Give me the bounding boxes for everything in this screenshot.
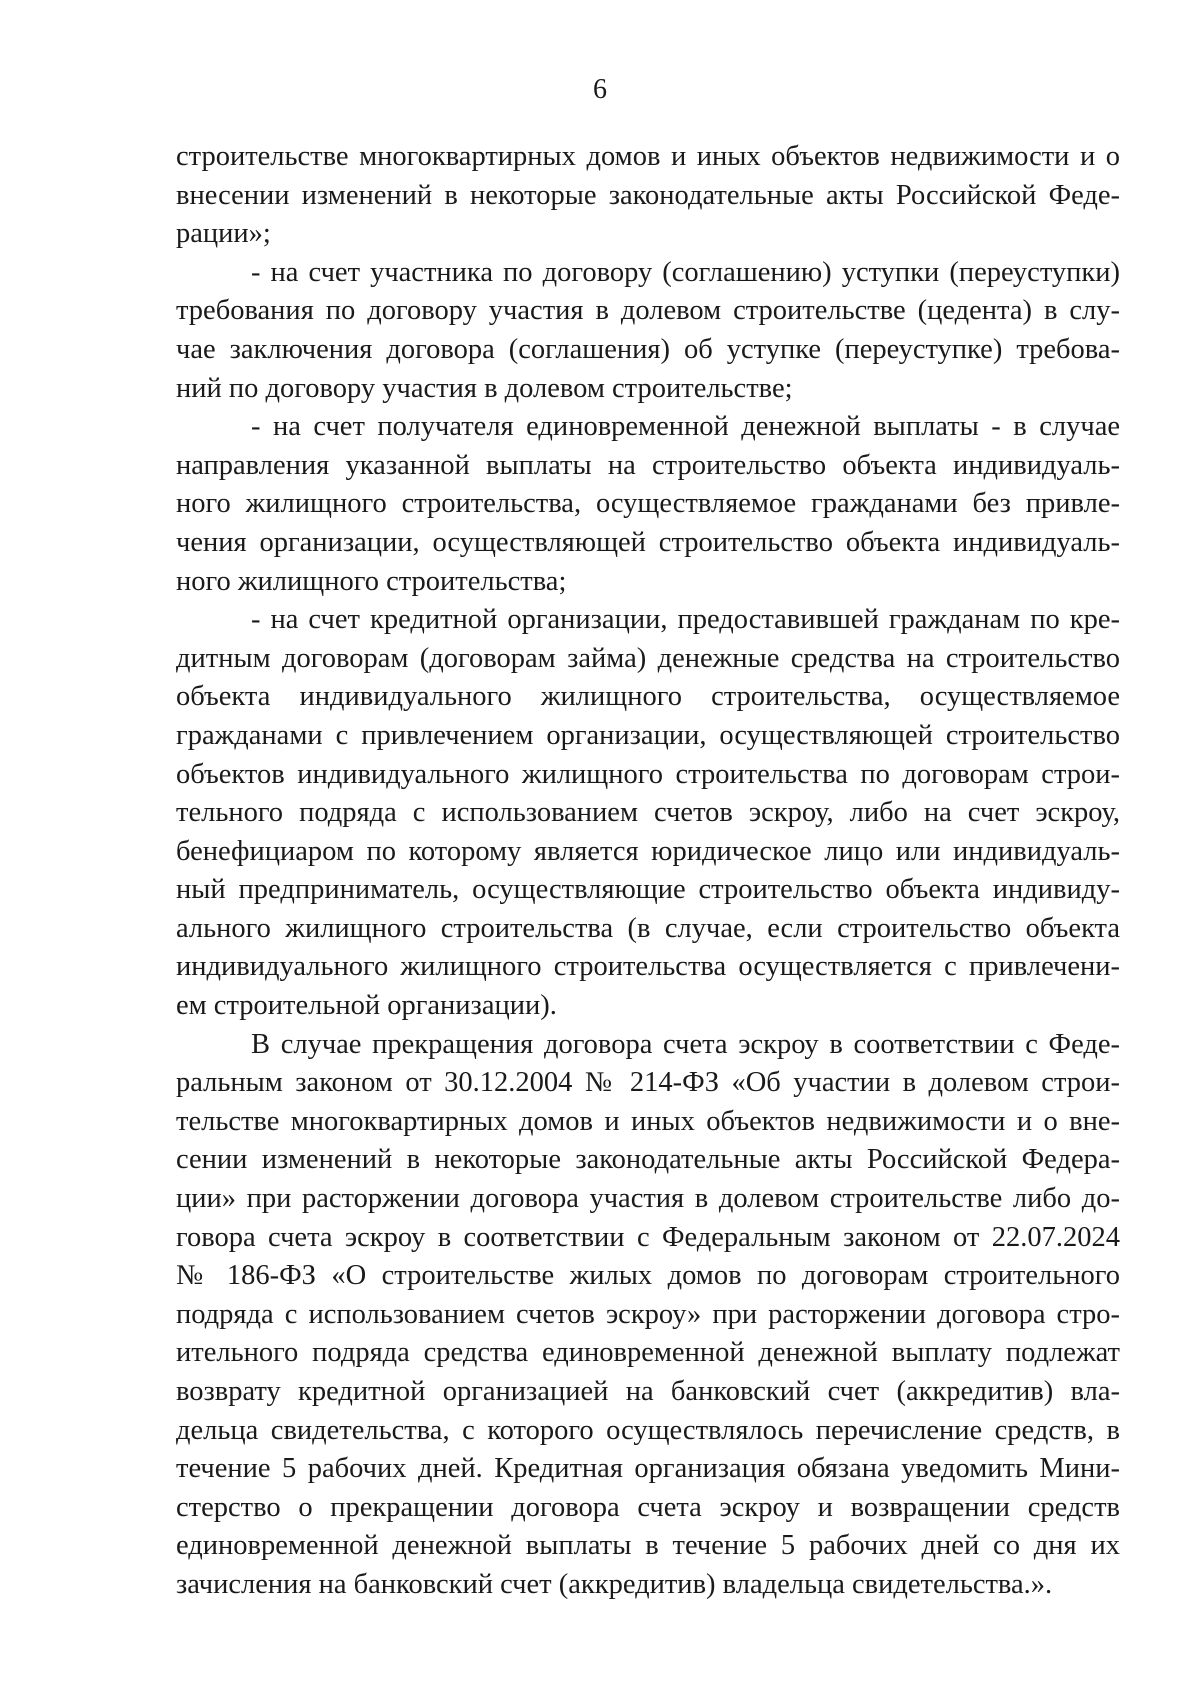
text-line: - на счет кредитной организации, предоставившей гражданам по кре- xyxy=(251,604,1120,636)
text-line: ральным законом от 30.12.2004 № 214-ФЗ «Об участии в долевом строи- xyxy=(176,1067,1120,1099)
text-line: тельного подряда с использованием счетов эскроу, либо на счет эскроу, xyxy=(176,797,1120,829)
text-line: строительстве многоквартирных домов и иных объектов недвижимости и о xyxy=(176,141,1120,172)
text-line: объектов индивидуального жилищного строительства по договорам строи- xyxy=(176,758,1120,790)
text-line: В случае прекращения договора счета эскроу в соответствии с Феде- xyxy=(251,1028,1120,1060)
text-line: чае заключения договора (соглашения) об уступке (переуступке) требова- xyxy=(176,333,1120,365)
text-line: ний по договору участия в долевом строительстве; xyxy=(176,372,793,404)
text-line: стерство о прекращении договора счета эскроу и возвращении средств xyxy=(176,1491,1120,1523)
paragraph xyxy=(176,254,1120,408)
text-line: - на счет участника по договору (соглашению) уступки (переуступки) xyxy=(251,256,1120,288)
text-line: возврату кредитной организацией на банковский счет (аккредитив) вла- xyxy=(176,1376,1120,1407)
document-body xyxy=(176,138,1120,1605)
text-line: сении изменений в некоторые законодательные акты Российской Федера- xyxy=(176,1144,1120,1176)
text-line: дельца свидетельства, с которого осуществлялось перечисление средств, в xyxy=(176,1414,1120,1446)
text-line: тельстве многоквартирных домов и иных объектов недвижимости и о вне- xyxy=(176,1105,1120,1137)
text-line: единовременной денежной выплаты в течение 5 рабочих дней со дня их xyxy=(176,1530,1120,1562)
text-line: ального жилищного строительства (в случае, если строительство объекта xyxy=(176,912,1120,944)
text-line: внесении изменений в некоторые законодательные акты Российской Феде- xyxy=(176,179,1120,211)
text-line: ции» при расторжении договора участия в долевом строительстве либо до- xyxy=(176,1183,1120,1215)
text-line: ем строительной организации). xyxy=(176,990,557,1022)
text-line: ного жилищного строительства; xyxy=(176,565,567,597)
text-line: ительного подряда средства единовременной денежной выплату подлежат xyxy=(176,1337,1120,1369)
text-line: направления указанной выплаты на строительство объекта индивидуаль- xyxy=(176,449,1120,481)
text-line: зачисления на банковский счет (аккредитив) владельца свидетельства.». xyxy=(176,1568,1053,1600)
text-line: чения организации, осуществляющей строительство объекта индивидуаль- xyxy=(176,526,1120,558)
text-line: бенефициаром по которому является юридическое лицо или индивидуаль- xyxy=(176,835,1120,867)
paragraph xyxy=(176,1026,1120,1605)
text-line: дитным договорам (договорам займа) денежные средства на строительство xyxy=(176,642,1120,674)
text-line: подряда с использованием счетов эскроу» при расторжении договора стро- xyxy=(176,1298,1120,1330)
paragraph xyxy=(176,601,1120,1026)
text-line: течение 5 рабочих дней. Кредитная организация обязана уведомить Мини- xyxy=(176,1453,1120,1485)
paragraph xyxy=(176,408,1120,601)
text-line: гражданами с привлечением организации, осуществляющей строительство xyxy=(176,719,1120,751)
text-line: говора счета эскроу в соответствии с Федеральным законом от 22.07.2024 xyxy=(176,1221,1120,1253)
paragraph xyxy=(176,138,1120,254)
text-line: индивидуального жилищного строительства осуществляется с привлечени- xyxy=(176,951,1120,983)
text-line: ный предприниматель, осуществляющие строительство объекта индивиду- xyxy=(176,874,1120,906)
page-number: 6 xyxy=(593,74,607,105)
text-line: № 186-ФЗ «О строительстве жилых домов по договорам строительного xyxy=(176,1260,1120,1292)
text-line: рации»; xyxy=(176,218,271,250)
text-line: - на счет получателя единовременной денежной выплаты - в случае xyxy=(251,411,1120,443)
text-line: объекта индивидуального жилищного строительства, осуществляемое xyxy=(176,681,1120,713)
text-line: требования по договору участия в долевом строительстве (цедента) в слу- xyxy=(176,295,1120,327)
text-line: ного жилищного строительства, осуществляемое гражданами без привле- xyxy=(176,488,1120,520)
